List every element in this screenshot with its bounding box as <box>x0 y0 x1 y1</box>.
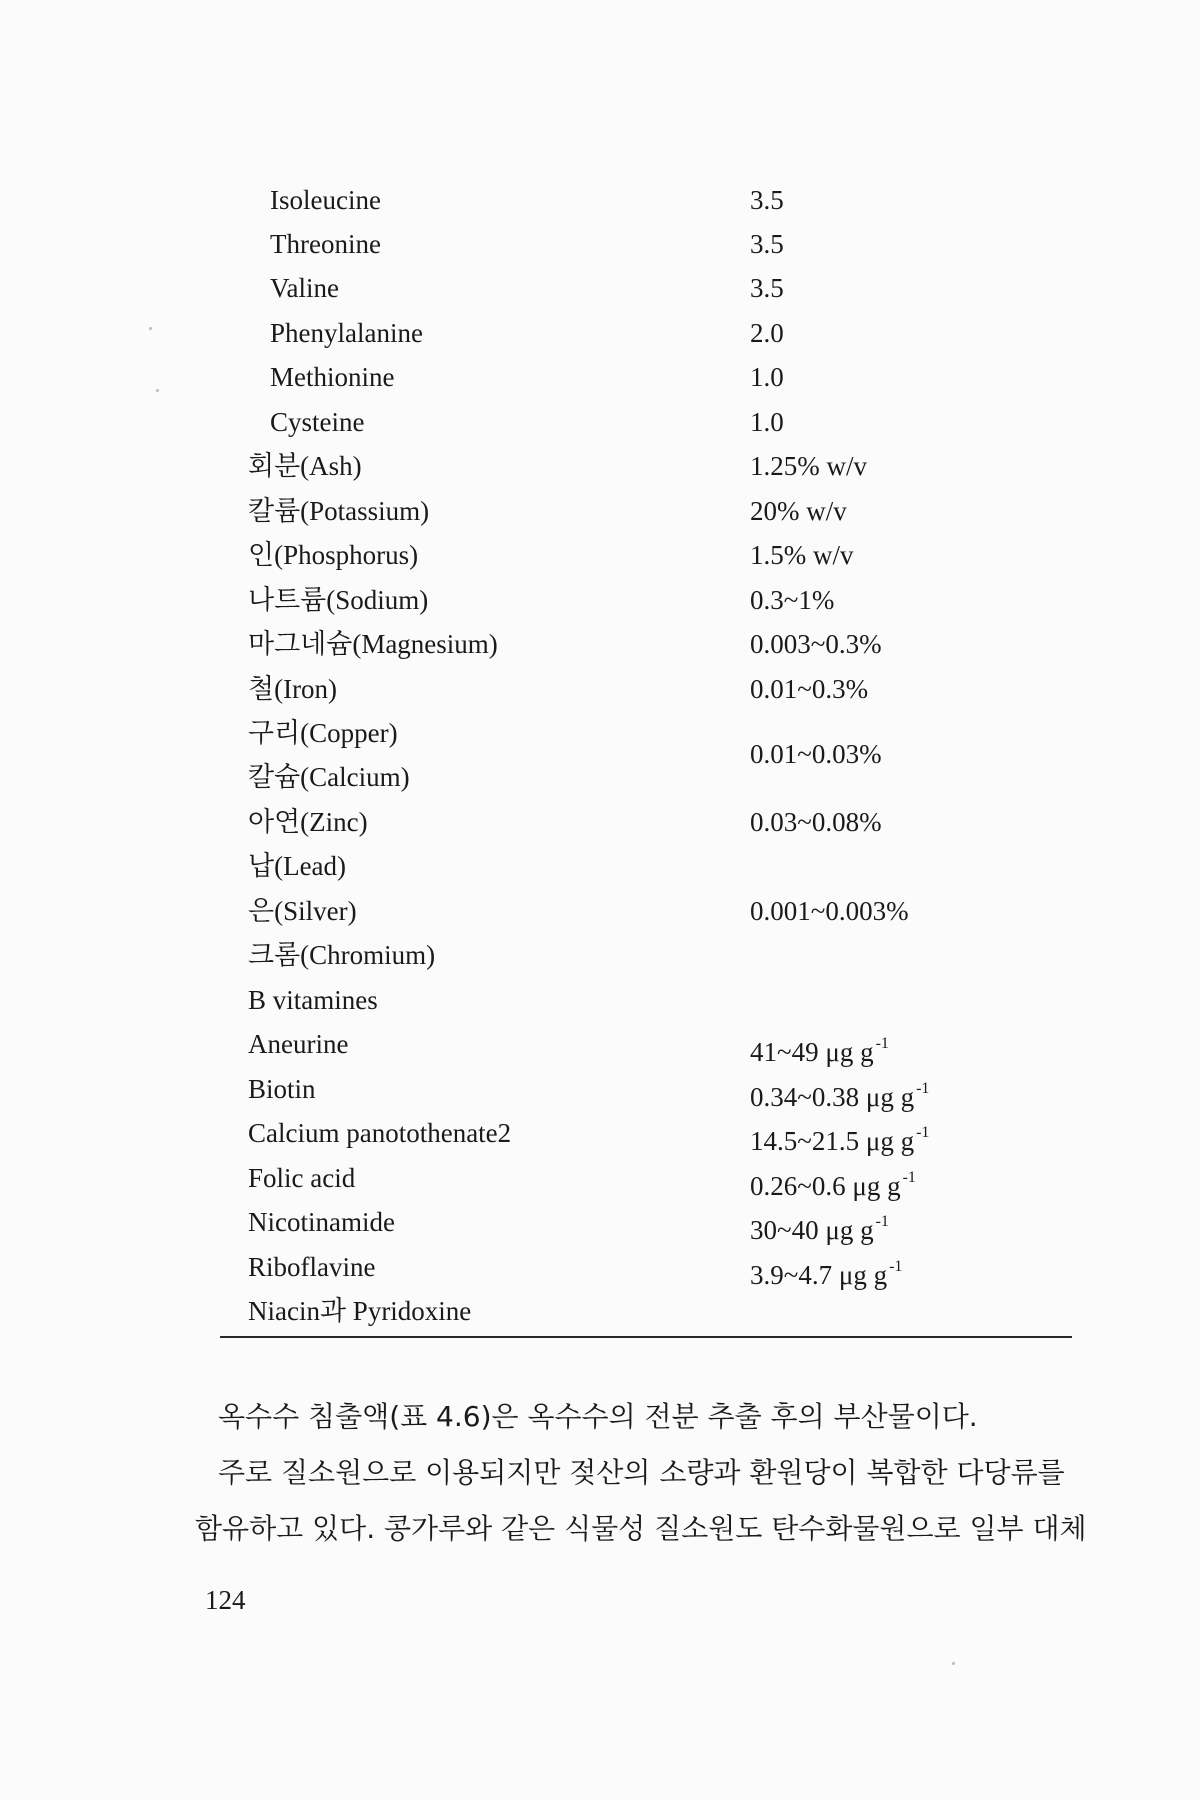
speck <box>952 1662 955 1665</box>
row-label: Valine <box>270 273 339 303</box>
row-label: 철(Iron) <box>248 674 338 704</box>
row-label: 납(Lead) <box>248 851 347 881</box>
row-value-text: 3.5 <box>750 229 784 259</box>
row-label: 아연(Zinc) <box>248 807 368 837</box>
row-label: Nicotinamide <box>248 1207 395 1237</box>
unit-exponent: -1 <box>875 1035 889 1052</box>
table-row <box>0 496 1200 540</box>
row-value <box>750 1118 929 1156</box>
table-row <box>0 718 1200 762</box>
paragraph-line-3: 함유하고 있다. 콩가루와 같은 식물성 질소원도 탄수화물원으로 일부 대체 <box>195 1512 1087 1545</box>
merged-value-copper-calcium: 0.01~0.03% <box>750 739 882 769</box>
row-label: Phenylalanine <box>270 318 423 348</box>
row-value <box>750 540 854 570</box>
row-label: 칼슘(Calcium) <box>248 762 410 792</box>
row-value <box>750 896 909 926</box>
row-value <box>750 496 847 526</box>
row-label: 구리(Copper) <box>248 718 398 748</box>
row-label: Folic acid <box>248 1163 356 1193</box>
row-value-text: 1.0 <box>750 407 784 437</box>
row-value <box>750 185 784 215</box>
table-row <box>0 585 1200 629</box>
row-label: 크롬(Chromium) <box>248 940 436 970</box>
unit-exponent: -1 <box>902 1169 916 1186</box>
row-label: Calcium panotothenate2 <box>248 1118 512 1148</box>
row-value <box>750 1163 916 1201</box>
row-label: 칼륨(Potassium) <box>248 496 430 526</box>
row-value <box>750 629 882 659</box>
row-label: B vitamines <box>248 985 378 1015</box>
table-row <box>0 851 1200 895</box>
row-label: 나트륨(Sodium) <box>248 585 429 615</box>
row-value-text: 3.5 <box>750 185 784 215</box>
page-number: 124 <box>205 1585 246 1615</box>
table-row <box>0 1029 1200 1073</box>
table-row <box>0 407 1200 451</box>
table-row <box>0 1163 1200 1207</box>
row-value <box>750 407 784 437</box>
table-row <box>0 362 1200 406</box>
table-row <box>0 1252 1200 1296</box>
row-label: Niacin과 Pyridoxine <box>248 1296 472 1326</box>
table-row <box>0 762 1200 806</box>
unit-exponent: -1 <box>875 1213 889 1230</box>
table-row <box>0 451 1200 495</box>
row-label: Methionine <box>270 362 395 392</box>
table-row <box>0 674 1200 718</box>
table-row <box>0 807 1200 851</box>
table-row <box>0 229 1200 273</box>
row-value <box>750 674 868 704</box>
table-row <box>0 629 1200 673</box>
table-row <box>0 1074 1200 1118</box>
row-value-text: 30~40 μg g <box>750 1215 874 1245</box>
table-row <box>0 985 1200 1029</box>
row-value-text: 0.01~0.3% <box>750 674 869 704</box>
row-value <box>750 318 784 348</box>
table-row <box>0 896 1200 940</box>
unit-exponent: -1 <box>889 1258 903 1275</box>
row-label: 마그네슘(Magnesium) <box>248 629 498 659</box>
row-label: Threonine <box>270 229 381 259</box>
row-value-text: 3.9~4.7 μg g <box>750 1260 888 1290</box>
row-value-text: 1.0 <box>750 362 784 392</box>
row-value <box>750 1252 902 1290</box>
row-value-text: 1.5% w/v <box>750 540 854 570</box>
row-label: Isoleucine <box>270 185 381 215</box>
row-value <box>750 273 784 303</box>
row-value <box>750 807 882 837</box>
row-value <box>750 585 834 615</box>
row-value <box>750 1207 889 1245</box>
row-value-text: 20% w/v <box>750 496 847 526</box>
paragraph-line-1: 옥수수 침출액(표 4.6)은 옥수수의 전분 추출 후의 부산물이다. <box>218 1400 978 1433</box>
speck <box>149 327 152 330</box>
speck <box>156 389 159 392</box>
row-value <box>750 229 784 259</box>
table-row <box>0 1296 1200 1340</box>
unit-exponent: -1 <box>916 1080 930 1097</box>
row-value-text: 0.003~0.3% <box>750 629 882 659</box>
row-label: Riboflavine <box>248 1252 376 1282</box>
row-value <box>750 362 784 392</box>
row-value-text: 2.0 <box>750 318 784 348</box>
table-row <box>0 318 1200 362</box>
row-label: 인(Phosphorus) <box>248 540 419 570</box>
row-label: 은(Silver) <box>248 896 357 926</box>
row-value <box>750 451 867 481</box>
table-bottom-rule <box>220 1336 1072 1338</box>
row-value-text: 14.5~21.5 μg g <box>750 1126 915 1156</box>
row-value <box>750 1074 929 1112</box>
unit-exponent: -1 <box>916 1124 930 1141</box>
row-value-text: 3.5 <box>750 273 784 303</box>
row-value-text: 0.26~0.6 μg g <box>750 1171 901 1201</box>
row-value-text: 0.3~1% <box>750 585 835 615</box>
row-value-text: 0.34~0.38 μg g <box>750 1082 915 1112</box>
row-value-text: 41~49 μg g <box>750 1037 874 1067</box>
paragraph-line-2: 주로 질소원으로 이용되지만 젖산의 소량과 환원당이 복합한 다당류를 <box>218 1456 1065 1489</box>
table-row <box>0 540 1200 584</box>
row-label: Aneurine <box>248 1029 349 1059</box>
row-value-text: 1.25% w/v <box>750 451 867 481</box>
row-label: 회분(Ash) <box>248 451 362 481</box>
row-label: Cysteine <box>270 407 365 437</box>
table-row <box>0 940 1200 984</box>
row-label: Biotin <box>248 1074 316 1104</box>
row-value <box>750 1029 889 1067</box>
row-value-text: 0.03~0.08% <box>750 807 882 837</box>
table-row <box>0 273 1200 317</box>
table-row <box>0 1207 1200 1251</box>
row-value-text: 0.001~0.003% <box>750 896 909 926</box>
table-row <box>0 185 1200 229</box>
table-row <box>0 1118 1200 1162</box>
